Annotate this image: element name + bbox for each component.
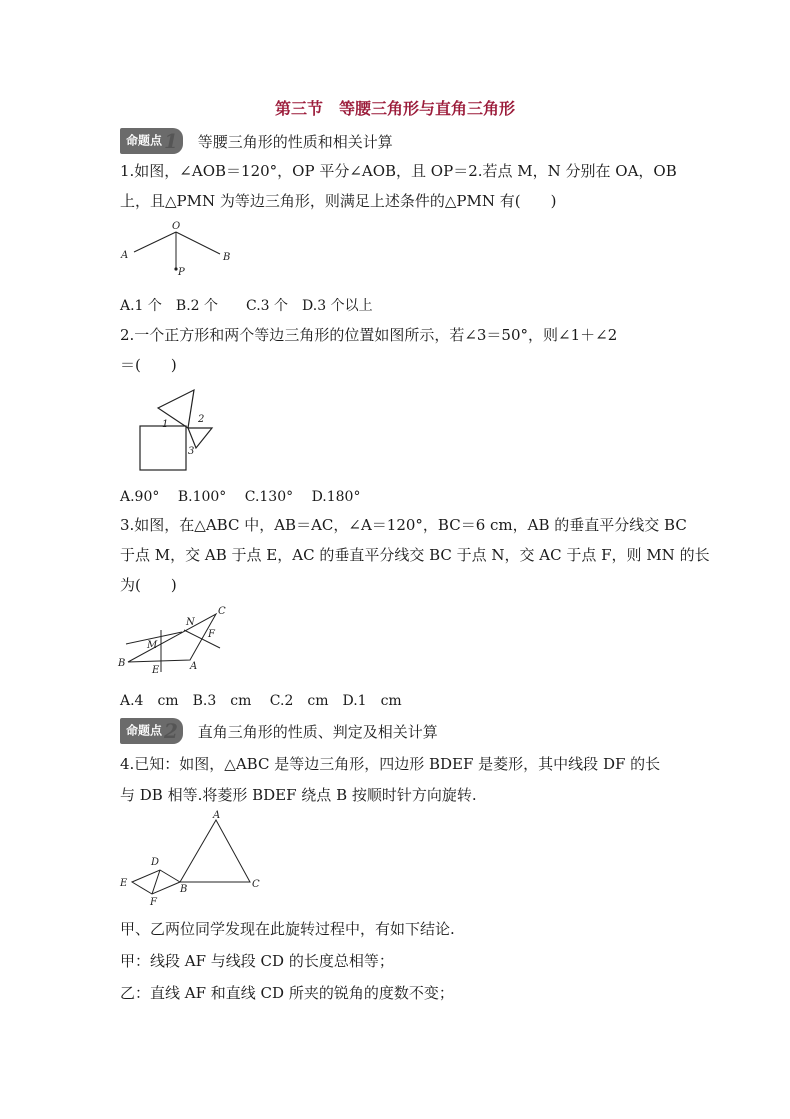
label-C: C: [252, 879, 260, 890]
figure-q4: [116, 810, 266, 908]
topic-badge: 命题点 2: [120, 718, 183, 744]
label-B: B: [180, 884, 188, 895]
label-E: E: [152, 665, 160, 676]
topic-badge: 命题点 1: [120, 128, 183, 154]
question-3-options: A.4 cm B.3 cm C.2 cm D.1 cm: [120, 693, 402, 709]
question-4-paragraph-3: 乙：直线 AF 和直线 CD 所夹的锐角的度数不变；: [120, 984, 454, 1002]
label-B: B: [118, 658, 126, 669]
label-D: D: [151, 857, 160, 868]
question-1-line-2: 上，且△PMN 为等边三角形，则满足上述条件的△PMN 有( ): [120, 192, 557, 210]
label-F: F: [150, 897, 157, 908]
question-1-options: A.1 个 B.2 个 C.3 个 D.3 个以上: [120, 298, 373, 314]
question-4-paragraph-1: 甲、乙两位同学发现在此旋转过程中，有如下结论.: [120, 920, 455, 938]
question-3-line-2: 于点 M，交 AB 于点 E，AC 的垂直平分线交 BC 于点 N，交 AC 于点 F，则 MN 的长: [120, 546, 710, 564]
label-A: A: [190, 661, 198, 672]
question-3-line-3: 为( ): [120, 576, 177, 594]
question-4-line-1: 4.已知：如图，△ABC 是等边三角形，四边形 BDEF 是菱形，其中线段 DF 的长: [120, 755, 661, 773]
label-C: C: [218, 606, 226, 617]
label-A: A: [213, 810, 221, 821]
label-B: B: [223, 252, 231, 263]
figure-q2: [132, 384, 222, 474]
question-4-line-2: 与 DB 相等.将菱形 BDEF 绕点 B 按顺时针方向旋转.: [120, 786, 477, 804]
page-title: 第三节 等腰三角形与直角三角形: [274, 99, 515, 118]
label-F: F: [208, 629, 215, 640]
angle-2-label: 2: [198, 414, 205, 425]
label-P: P: [178, 267, 185, 278]
figure-q1: [118, 218, 238, 280]
question-2-line-2: ＝( ): [120, 356, 177, 374]
angle-1-label: 1: [162, 419, 169, 430]
question-1-line-1: 1.如图，∠AOB＝120°，OP 平分∠AOB，且 OP＝2.若点 M，N 分别在 OA，OB: [120, 162, 677, 180]
angle-3-label: 3: [188, 446, 195, 457]
question-2-options: A.90° B.100° C.130° D.180°: [120, 489, 361, 505]
section-header-2: [120, 718, 438, 744]
label-A: A: [121, 250, 129, 261]
section-title: 直角三角形的性质、判定及相关计算: [197, 722, 438, 741]
question-3-line-1: 3.如图，在△ABC 中，AB＝AC，∠A＝120°，BC＝6 cm，AB 的垂直平分线交 BC: [120, 516, 687, 534]
label-O: O: [172, 221, 181, 232]
figure-q3: [116, 602, 246, 676]
label-E: E: [120, 878, 128, 889]
section-title: 等腰三角形的性质和相关计算: [197, 132, 393, 151]
label-N: N: [186, 617, 195, 628]
question-2-line-1: 2.一个正方形和两个等边三角形的位置如图所示，若∠3＝50°，则∠1＋∠2: [120, 326, 618, 344]
label-M: M: [147, 640, 158, 651]
section-header-1: [120, 128, 393, 154]
question-4-paragraph-2: 甲：线段 AF 与线段 CD 的长度总相等；: [120, 952, 394, 970]
